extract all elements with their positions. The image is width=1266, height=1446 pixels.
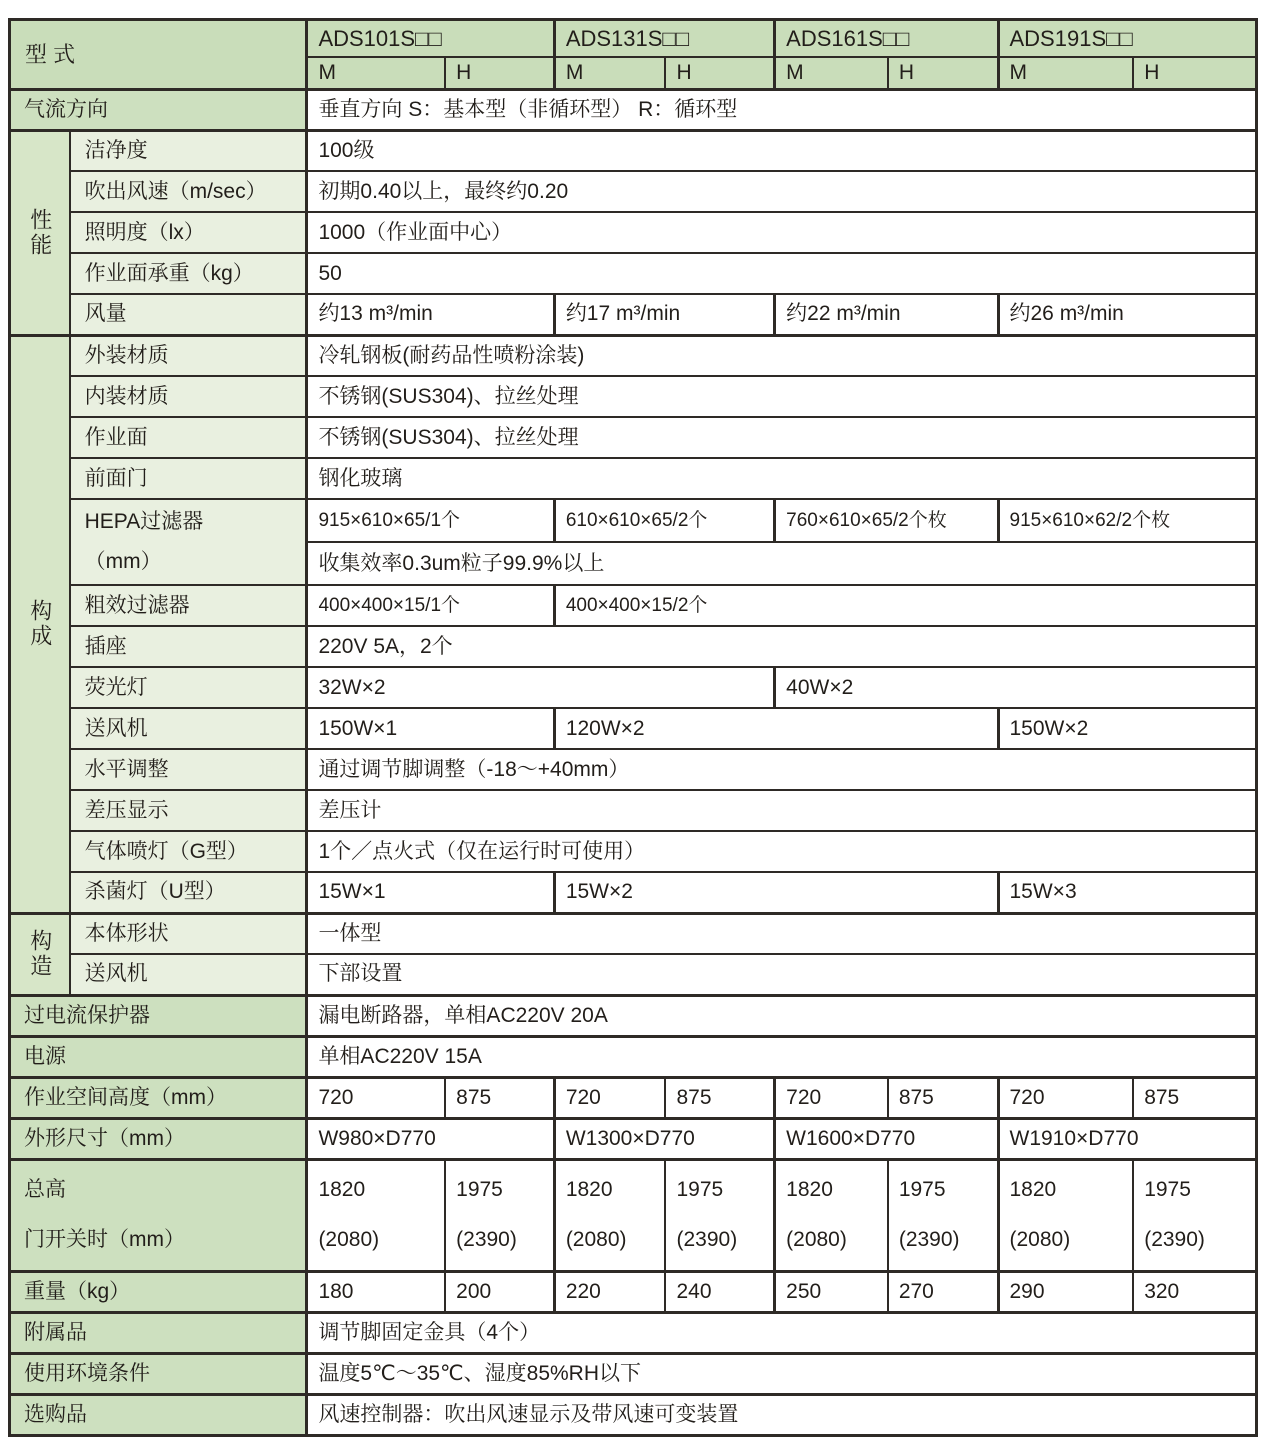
row-label: 重量（kg） xyxy=(10,1271,307,1312)
row-label: 风量 xyxy=(70,294,307,335)
spec-value: 400×400×15/1个 xyxy=(307,585,554,626)
table-row-accessories xyxy=(10,1312,1257,1353)
spec-value: 915×610×62/2个枚 xyxy=(998,499,1257,542)
spec-value: 约26 m³/min xyxy=(998,294,1257,335)
table-row-illuminance xyxy=(10,212,1257,253)
spec-value: 15W×1 xyxy=(307,872,554,913)
spec-value: 钢化玻璃 xyxy=(307,458,1257,499)
spec-value: 1820 (2080) xyxy=(307,1159,445,1271)
spec-value: 1000（作业面中心） xyxy=(307,212,1257,253)
row-label: 洁净度 xyxy=(70,130,307,171)
row-label: 气体喷灯（G型） xyxy=(70,831,307,872)
model-variant-header: H xyxy=(665,57,774,90)
spec-value: 220V 5A，2个 xyxy=(307,626,1257,667)
spec-value: 漏电断路器，单相AC220V 20A xyxy=(307,995,1257,1036)
spec-value: 1975 (2390) xyxy=(1133,1159,1256,1271)
row-label-line2: 门开关时（mm） xyxy=(24,1228,185,1252)
table-row-hepa-sizes xyxy=(10,499,1257,542)
spec-value: 温度5℃～35℃、湿度85%RH以下 xyxy=(307,1353,1257,1394)
section-group-label-structure: 构造 xyxy=(10,913,70,995)
row-label: 过电流保护器 xyxy=(10,995,307,1036)
row-label: 作业面 xyxy=(70,417,307,458)
row-label: 杀菌灯（U型） xyxy=(70,872,307,913)
spec-value: 240 xyxy=(665,1271,774,1312)
spec-value: W1910×D770 xyxy=(998,1118,1257,1159)
model-variant-header: M xyxy=(998,57,1133,90)
spec-value: 720 xyxy=(554,1077,665,1118)
model-variant-header: H xyxy=(1133,57,1256,90)
row-label: 作业空间高度（mm） xyxy=(10,1077,307,1118)
spec-value: 下部设置 xyxy=(307,954,1257,995)
table-row-total-height xyxy=(10,1159,1257,1271)
spec-value: 875 xyxy=(888,1077,998,1118)
spec-value: 320 xyxy=(1133,1271,1256,1312)
table-row-dimensions xyxy=(10,1118,1257,1159)
model-name-header: ADS131S□□ xyxy=(554,20,774,57)
spec-value: 875 xyxy=(1133,1077,1256,1118)
table-row-gas-burner xyxy=(10,831,1257,872)
row-label: 送风机 xyxy=(70,954,307,995)
spec-value: 冷轧钢板(耐药品性喷粉涂装) xyxy=(307,335,1257,376)
spec-value: 290 xyxy=(998,1271,1133,1312)
spec-value: W1300×D770 xyxy=(554,1118,774,1159)
table-row-load xyxy=(10,253,1257,294)
spec-value: 270 xyxy=(888,1271,998,1312)
spec-value: 720 xyxy=(307,1077,445,1118)
table-row-interior xyxy=(10,376,1257,417)
spec-value: 15W×3 xyxy=(998,872,1257,913)
spec-value: 风速控制器：吹出风速显示及带风速可变装置 xyxy=(307,1394,1257,1435)
row-label: 内装材质 xyxy=(70,376,307,417)
row-label: 插座 xyxy=(70,626,307,667)
spec-value: 400×400×15/2个 xyxy=(554,585,1256,626)
spec-value: 差压计 xyxy=(307,790,1257,831)
row-label: 使用环境条件 xyxy=(10,1353,307,1394)
table-row-cleanliness xyxy=(10,130,1257,171)
table-row-fluorescent xyxy=(10,667,1257,708)
table-row-blower-position xyxy=(10,954,1257,995)
spec-value: 1820 (2080) xyxy=(554,1159,665,1271)
row-label: 差压显示 xyxy=(70,790,307,831)
spec-value: 垂直方向 S：基本型（非循环型） R：循环型 xyxy=(307,89,1257,130)
row-label: 粗效过滤器 xyxy=(70,585,307,626)
model-variant-header: M xyxy=(775,57,888,90)
section-group-label-composition: 构成 xyxy=(10,335,70,913)
row-label: 附属品 xyxy=(10,1312,307,1353)
model-variant-header: H xyxy=(888,57,998,90)
spec-value: 875 xyxy=(445,1077,554,1118)
spec-value: 约17 m³/min xyxy=(554,294,774,335)
spec-value: 约22 m³/min xyxy=(775,294,998,335)
spec-value: 250 xyxy=(775,1271,888,1312)
table-row-weight xyxy=(10,1271,1257,1312)
spec-value: 180 xyxy=(307,1271,445,1312)
spec-value: 610×610×65/2个 xyxy=(554,499,774,542)
spec-value: 32W×2 xyxy=(307,667,775,708)
spec-value: 220 xyxy=(554,1271,665,1312)
model-variant-header: M xyxy=(307,57,445,90)
row-label: 水平调整 xyxy=(70,749,307,790)
row-label: 电源 xyxy=(10,1036,307,1077)
spec-value: 120W×2 xyxy=(554,708,998,749)
row-label: 外形尺寸（mm） xyxy=(10,1118,307,1159)
table-row-airflow-volume xyxy=(10,294,1257,335)
table-row-overcurrent xyxy=(10,995,1257,1036)
table-row-air-velocity xyxy=(10,171,1257,212)
model-name-header: ADS191S□□ xyxy=(998,20,1257,57)
model-name-header: ADS101S□□ xyxy=(307,20,554,57)
spec-value: 150W×2 xyxy=(998,708,1257,749)
row-label: 本体形状 xyxy=(70,913,307,954)
row-label: 前面门 xyxy=(70,458,307,499)
spec-value: 一体型 xyxy=(307,913,1257,954)
spec-value: 1975 (2390) xyxy=(445,1159,554,1271)
spec-value: 100级 xyxy=(307,130,1257,171)
row-label-line2: （mm） xyxy=(84,550,162,574)
spec-value: 通过调节脚调整（-18～+40mm） xyxy=(307,749,1257,790)
spec-value: 40W×2 xyxy=(775,667,1257,708)
row-label: 气流方向 xyxy=(10,89,307,130)
table-row-worktop xyxy=(10,417,1257,458)
spec-value: 200 xyxy=(445,1271,554,1312)
model-header-label: 型 式 xyxy=(10,20,307,90)
spec-value: 1820 (2080) xyxy=(998,1159,1133,1271)
row-label: 荧光灯 xyxy=(70,667,307,708)
table-row-uv-lamp xyxy=(10,872,1257,913)
table-row-outlet xyxy=(10,626,1257,667)
table-row-blower xyxy=(10,708,1257,749)
model-name-header: ADS161S□□ xyxy=(775,20,998,57)
row-label xyxy=(10,1159,307,1271)
table-row-environment xyxy=(10,1353,1257,1394)
table-row-body-shape xyxy=(10,913,1257,954)
spec-value: 760×610×65/2个枚 xyxy=(775,499,998,542)
spec-value: 50 xyxy=(307,253,1257,294)
spec-value: 调节脚固定金具（4个） xyxy=(307,1312,1257,1353)
table-row-pressure-display xyxy=(10,790,1257,831)
table-row-prefilter xyxy=(10,585,1257,626)
spec-value: 初期0.40以上，最终约0.20 xyxy=(307,171,1257,212)
spec-value: 约13 m³/min xyxy=(307,294,554,335)
spec-value: 不锈钢(SUS304)、拉丝处理 xyxy=(307,376,1257,417)
spec-value: 1975 (2390) xyxy=(888,1159,998,1271)
spec-value: 875 xyxy=(665,1077,774,1118)
spec-value: 1820 (2080) xyxy=(775,1159,888,1271)
spec-value: 单相AC220V 15A xyxy=(307,1036,1257,1077)
section-group-label-performance: 性能 xyxy=(10,130,70,335)
table-row-airflow xyxy=(10,89,1257,130)
row-label: 吹出风速（m/sec） xyxy=(70,171,307,212)
spec-value: 150W×1 xyxy=(307,708,554,749)
spec-value: W1600×D770 xyxy=(775,1118,998,1159)
table-row-leveling xyxy=(10,749,1257,790)
spec-value: 915×610×65/1个 xyxy=(307,499,554,542)
spec-table xyxy=(8,18,1258,1437)
spec-value: W980×D770 xyxy=(307,1118,554,1159)
row-label xyxy=(70,499,307,585)
model-variant-header: H xyxy=(445,57,554,90)
row-label: 选购品 xyxy=(10,1394,307,1435)
table-row-front-door xyxy=(10,458,1257,499)
spec-value: 15W×2 xyxy=(554,872,998,913)
table-row-options xyxy=(10,1394,1257,1435)
spec-value: 1975 (2390) xyxy=(665,1159,774,1271)
spec-value: 720 xyxy=(775,1077,888,1118)
row-label: 外装材质 xyxy=(70,335,307,376)
model-variant-header: M xyxy=(554,57,665,90)
table-row-power xyxy=(10,1036,1257,1077)
spec-value: 1个／点火式（仅在运行时可使用） xyxy=(307,831,1257,872)
row-label: 照明度（lx） xyxy=(70,212,307,253)
table-row-model-header xyxy=(10,20,1257,57)
spec-value: 不锈钢(SUS304)、拉丝处理 xyxy=(307,417,1257,458)
row-label: 作业面承重（kg） xyxy=(70,253,307,294)
spec-value: 收集效率0.3um粒子99.9%以上 xyxy=(307,542,1257,585)
spec-value: 720 xyxy=(998,1077,1133,1118)
row-label: 送风机 xyxy=(70,708,307,749)
table-row-exterior xyxy=(10,335,1257,376)
table-row-work-height xyxy=(10,1077,1257,1118)
row-label-line1: 总高 xyxy=(24,1178,66,1201)
row-label-line1: HEPA过滤器 xyxy=(84,510,204,534)
